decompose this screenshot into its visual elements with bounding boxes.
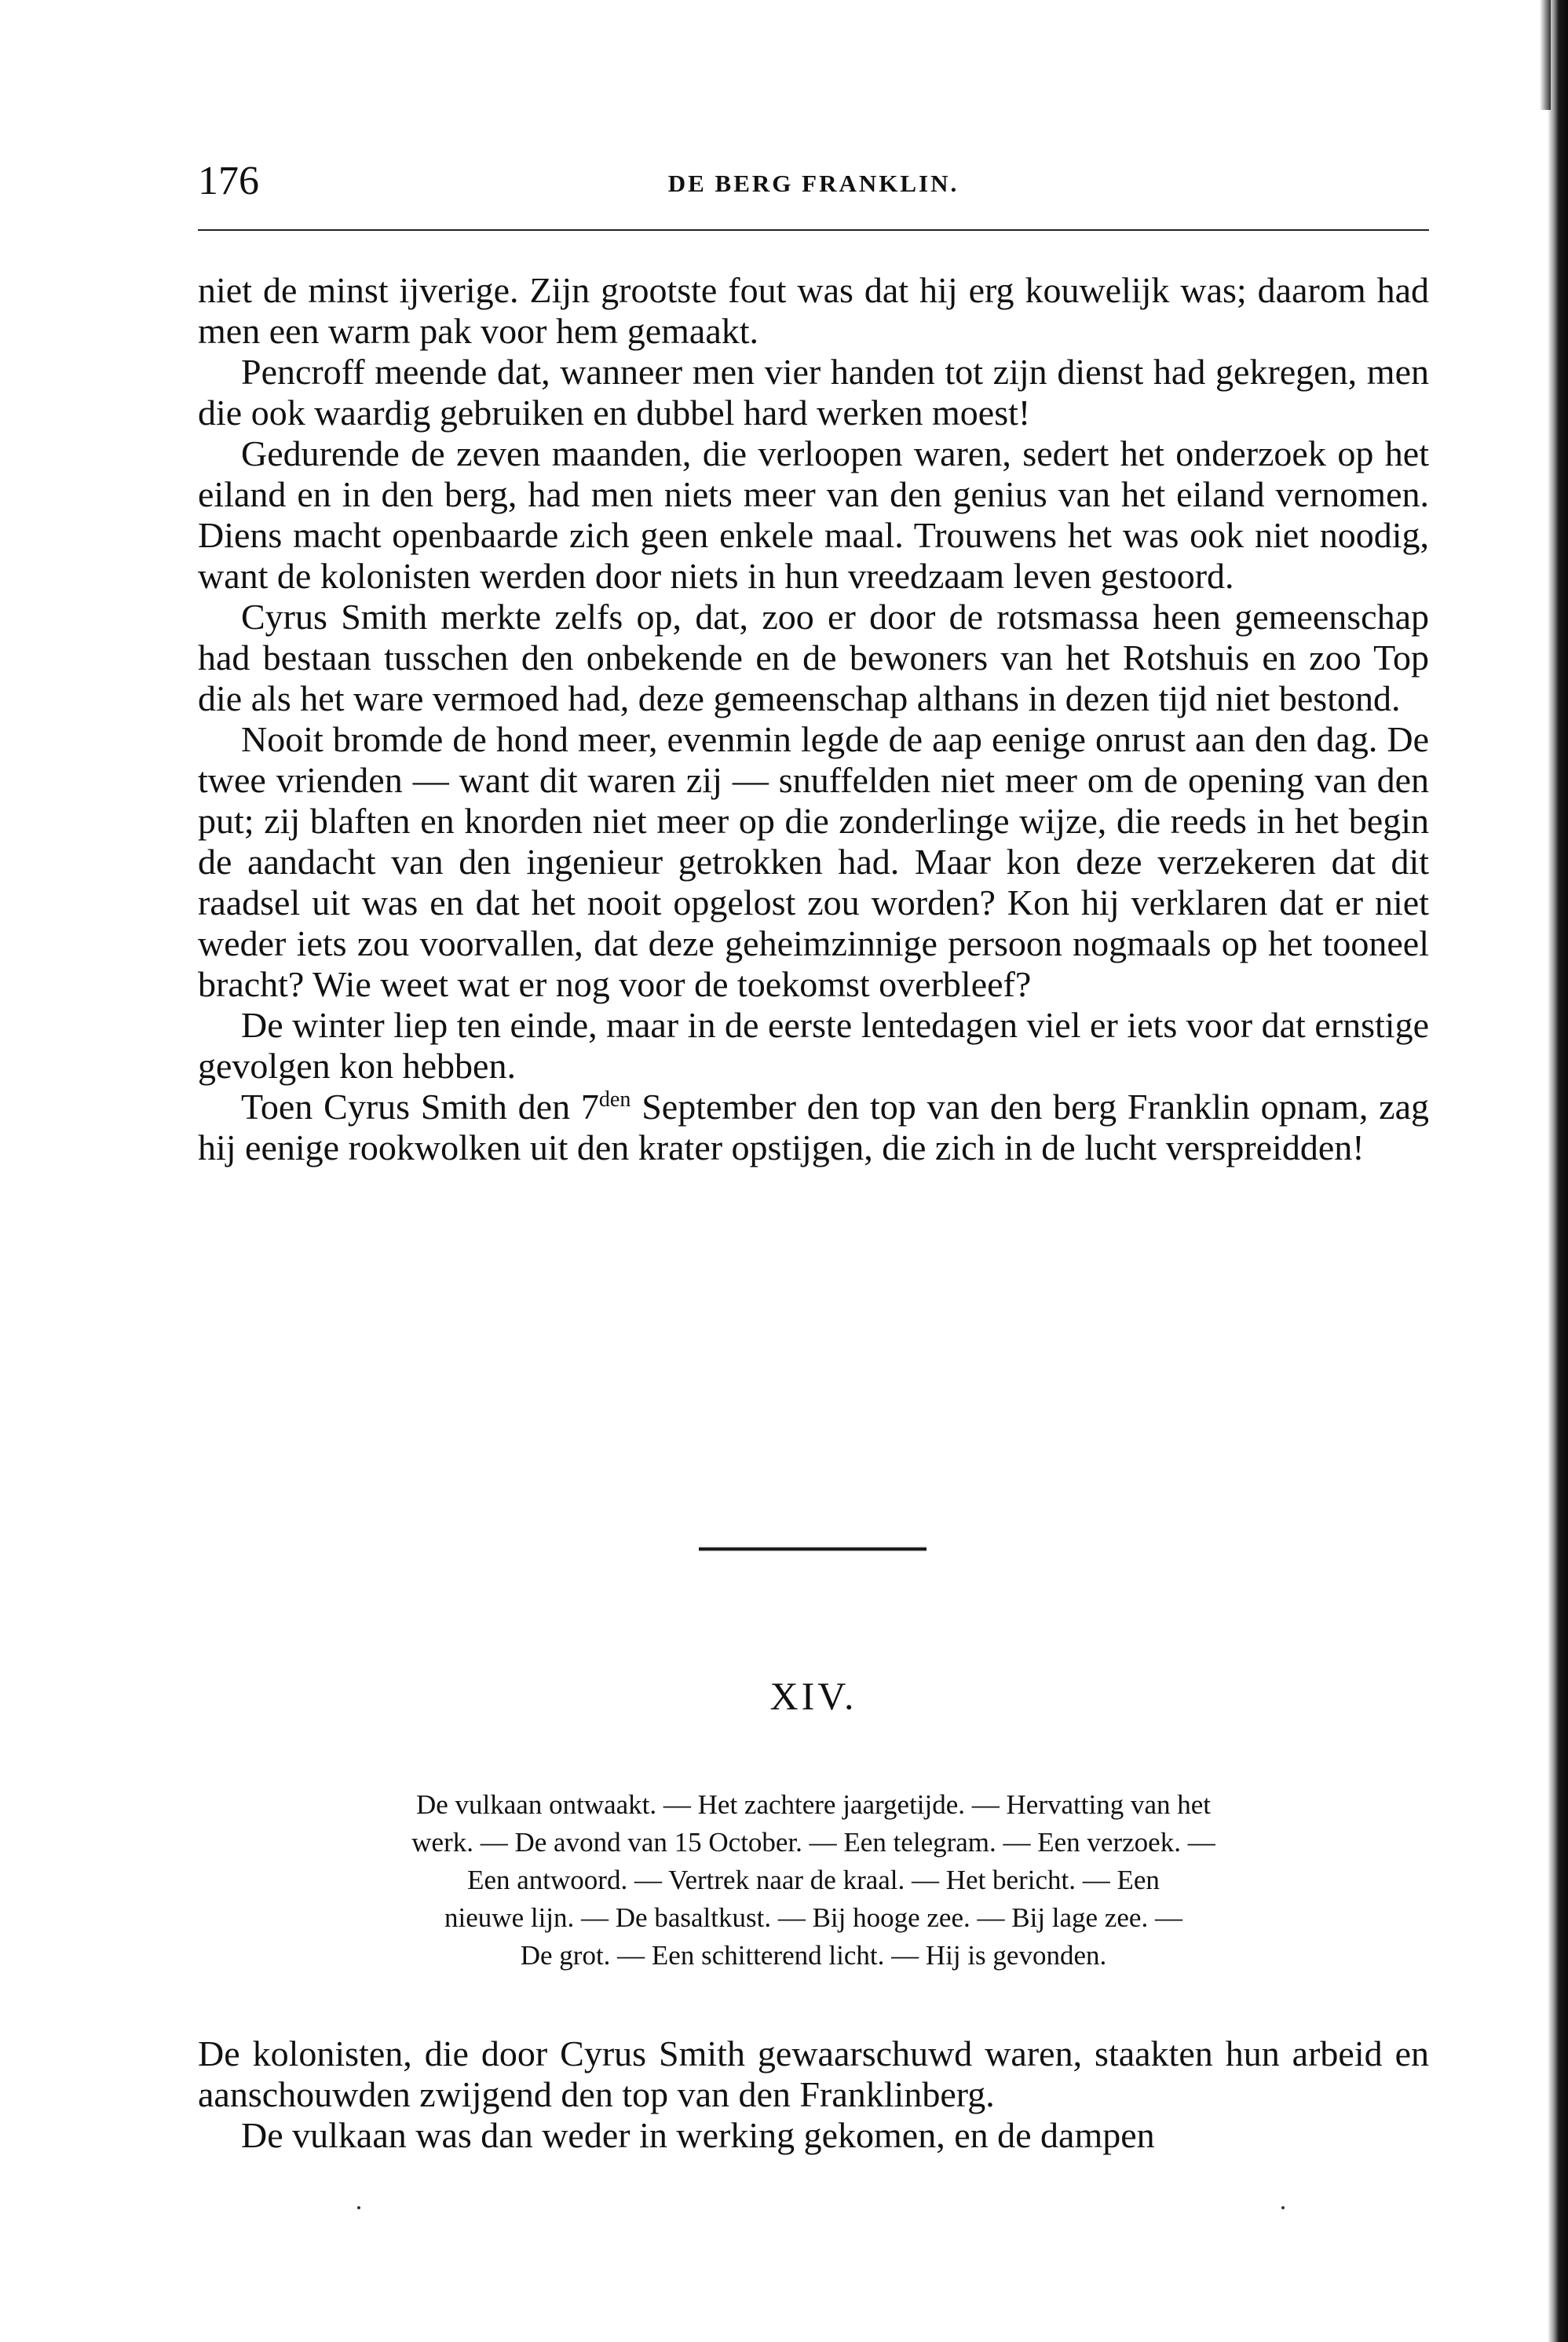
running-title: DE BERG FRANKLIN.	[667, 170, 959, 197]
paragraph: De vulkaan was dan weder in werking gekomen, en de dampen	[241, 2115, 1155, 2155]
page-header	[198, 154, 1429, 209]
header-rule	[198, 229, 1429, 231]
scan-edge-shadow	[1540, 0, 1551, 110]
chapter-summary	[198, 1786, 1429, 1975]
paragraph	[198, 1087, 1429, 1168]
superscript: den	[598, 1087, 631, 1112]
summary-line: werk. — De avond van 15 October. — Een telegram. — Een verzoek. —	[411, 1827, 1215, 1858]
paragraph: Gedurende de zeven maanden, die verloopen waren, sedert het onderzoek op het eiland en in den berg, had men niets meer van den genius van het eiland vernomen. Diens macht openbaarde zich geen enkele maal. Trouwens het was ook niet noodig, want de kolonisten werden door niets in hun vreedzaam leven gestoord.	[198, 433, 1429, 596]
ink-speck	[357, 2206, 360, 2209]
section-rule	[699, 1547, 927, 1551]
chapter-number: XIV.	[769, 1674, 857, 1718]
page-number: 176	[198, 159, 259, 203]
text-run: September den top van den berg Franklin opnam, zag hij eenige rookwolken uit den krater opstijgen, die zich in de lucht verspreidden!	[198, 1087, 1430, 1167]
scan-edge	[1548, 0, 1568, 2342]
paragraph: De winter liep ten einde, maar in de eerste lentedagen viel er iets voor dat ernstige gevolgen kon hebben.	[198, 1005, 1429, 1086]
paragraph: Nooit bromde de hond meer, evenmin legde de aap eenige onrust aan den dag. De twee vrienden — want dit waren zij — snuffelden niet meer om de opening van den put; zij blaften en knorden niet meer op die zonderlinge wijze, die reeds in het begin de aandacht van den ingenieur getrokken had. Maar kon deze verzekeren dat dit raadsel uit was en dat het nooit opgelost zou worden? Kon hij verklaren dat er niet weder iets zou voorvallen, dat deze geheimzinnige persoon nogmaals op het tooneel bracht? Wie weet wat er nog voor de toekomst overbleef?	[198, 719, 1429, 1004]
ink-speck	[1281, 2206, 1285, 2209]
summary-line: Een antwoord. — Vertrek naar de kraal. — Het bericht. — Een	[467, 1865, 1160, 1895]
paragraph: Pencroff meende dat, wanneer men vier handen tot zijn dienst had gekregen, men die ook waardig gebruiken en dubbel hard werken moest!	[198, 352, 1429, 433]
summary-line: De grot. — Een schitterend licht. — Hij is gevonden.	[520, 1940, 1107, 1971]
paragraph: Cyrus Smith merkte zelfs op, dat, zoo er door de rotsmassa heen gemeenschap had bestaan tusschen den onbekende en de bewoners van het Rotshuis en zoo Top die als het ware vermoed had, deze gemeenschap althans in dezen tijd niet bestond.	[198, 597, 1429, 718]
chapter-text	[198, 2033, 1429, 2156]
summary-line: nieuwe lijn. — De basaltkust. — Bij hooge zee. — Bij lage zee. —	[444, 1902, 1182, 1933]
paragraph: De kolonisten, die door Cyrus Smith gewaarschuwd waren, staakten hun arbeid en aanschouwden zwijgend den top van den Franklinberg.	[198, 2033, 1429, 2114]
text-run: Toen Cyrus Smith den 7	[241, 1087, 599, 1127]
paragraph: niet de minst ijverige. Zijn grootste fout was dat hij erg kouwelijk was; daarom had men een warm pak voor hem gemaakt.	[198, 270, 1429, 351]
body-text	[198, 270, 1429, 1168]
summary-line: De vulkaan ontwaakt. — Het zachtere jaargetijde. — Hervatting van het	[415, 1789, 1211, 1820]
